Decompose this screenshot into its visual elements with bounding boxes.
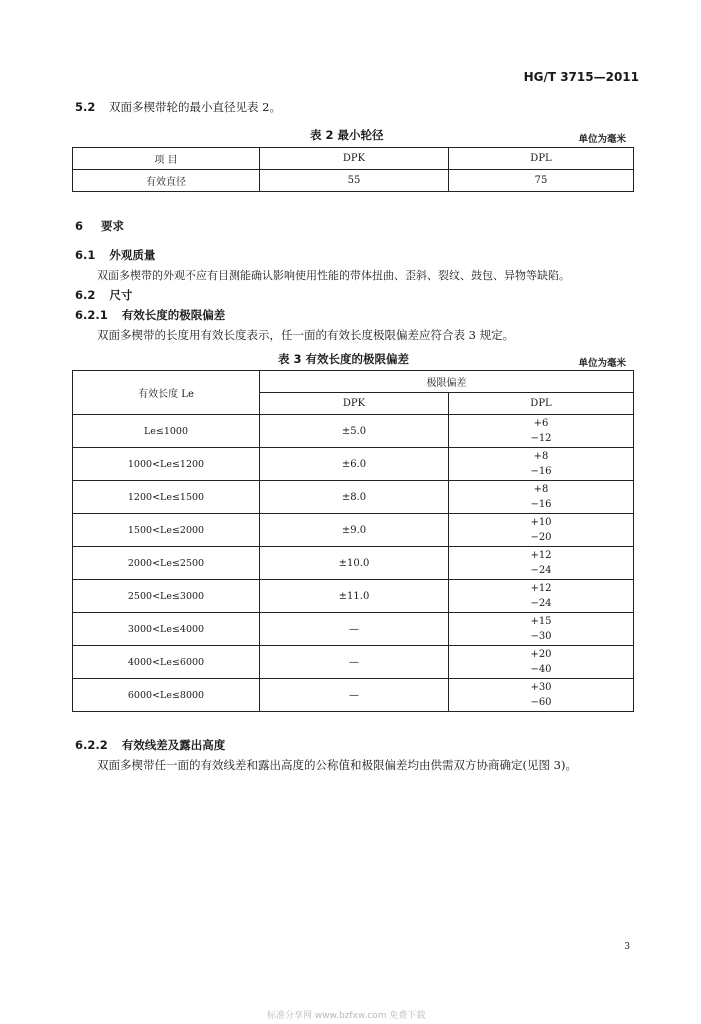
dpl-plus: +20 xyxy=(530,649,552,660)
dpl-plus: +8 xyxy=(533,451,549,462)
length-range-cell: 4000<Le≤6000 xyxy=(73,646,260,679)
dpk-deviation-cell: ±5.0 xyxy=(260,415,449,448)
section-title: 尺寸 xyxy=(109,288,133,302)
table3-header-deviation: 极限偏差 xyxy=(260,371,634,393)
table-row xyxy=(73,514,634,547)
dpk-deviation-cell: ±6.0 xyxy=(260,448,449,481)
section-6-2-1-text: 双面多楔带的长度用有效长度表示，任一面的有效长度极限偏差应符合表 3 规定。 xyxy=(97,328,515,342)
length-range-cell: 1000<Le≤1200 xyxy=(73,448,260,481)
dpl-deviation-cell xyxy=(449,679,634,712)
standard-code: HG/T 3715—2011 xyxy=(523,70,639,84)
table3-unit: 单位为毫米 xyxy=(578,358,626,369)
section-6-2-1 xyxy=(75,307,225,323)
table2-unit: 单位为毫米 xyxy=(578,134,626,145)
table2-caption: 表 2 最小轮径 xyxy=(310,128,384,142)
section-number: 6.2.2 xyxy=(75,738,108,752)
dpl-deviation-cell xyxy=(449,580,634,613)
dpl-plus: +30 xyxy=(530,682,552,693)
table3-header-dpl: DPL xyxy=(449,393,634,415)
dpk-deviation-cell: ±9.0 xyxy=(260,514,449,547)
length-range-cell: 2000<Le≤2500 xyxy=(73,547,260,580)
section-number: 6.2 xyxy=(75,288,96,302)
dpl-plus: +12 xyxy=(530,583,552,594)
table2-cell: 55 xyxy=(260,170,449,192)
table2-cell: 有效直径 xyxy=(73,170,260,192)
dpl-plus: +8 xyxy=(533,484,549,495)
section-title: 外观质量 xyxy=(109,248,156,262)
dpl-plus: +6 xyxy=(533,418,549,429)
table2-cell: 75 xyxy=(449,170,634,192)
table-row xyxy=(73,646,634,679)
section-6 xyxy=(75,218,124,234)
section-6-1-text: 双面多楔带的外观不应有目测能确认影响使用性能的带体扭曲、歪斜、裂纹、鼓包、异物等缺陷。 xyxy=(97,269,570,282)
table-row xyxy=(73,580,634,613)
table2-header-item: 项 目 xyxy=(73,148,260,170)
table-row xyxy=(73,679,634,712)
section-number: 5.2 xyxy=(75,100,96,114)
dpl-deviation-cell xyxy=(449,646,634,679)
section-6-2 xyxy=(75,287,132,303)
section-6-2-2-text: 双面多楔带任一面的有效线差和露出高度的公称值和极限偏差均由供需双方协商确定(见图 3)。 xyxy=(97,758,577,772)
dpl-minus: −30 xyxy=(530,631,552,642)
length-range-cell: 3000<Le≤4000 xyxy=(73,613,260,646)
dpk-deviation-cell: ±11.0 xyxy=(260,580,449,613)
dpk-deviation-cell: — xyxy=(260,613,449,646)
dpl-minus: −40 xyxy=(530,664,552,675)
section-6-2-2 xyxy=(75,737,225,753)
table2-header-dpk: DPK xyxy=(260,148,449,170)
dpl-deviation-cell xyxy=(449,547,634,580)
table3-header-dpk: DPK xyxy=(260,393,449,415)
section-text: 双面多楔带轮的最小直径见表 2。 xyxy=(109,100,282,114)
table2 xyxy=(72,147,634,192)
section-5-2 xyxy=(75,99,281,115)
dpk-deviation-cell: ±8.0 xyxy=(260,481,449,514)
dpl-deviation-cell xyxy=(449,415,634,448)
dpl-minus: −12 xyxy=(530,433,552,444)
dpk-deviation-cell: — xyxy=(260,679,449,712)
dpl-minus: −24 xyxy=(530,565,552,576)
section-6-1 xyxy=(75,247,155,263)
table-row xyxy=(73,547,634,580)
dpk-deviation-cell: ±10.0 xyxy=(260,547,449,580)
footer-watermark: 标准分享网 www.bzfxw.com 免费下载 xyxy=(267,1011,426,1021)
section-title: 有效长度的极限偏差 xyxy=(121,308,226,322)
dpl-deviation-cell xyxy=(449,481,634,514)
table-row xyxy=(73,613,634,646)
table3 xyxy=(72,370,634,712)
dpl-minus: −16 xyxy=(530,466,552,477)
section-number: 6 xyxy=(75,219,84,233)
length-range-cell: Le≤1000 xyxy=(73,415,260,448)
dpk-deviation-cell: — xyxy=(260,646,449,679)
section-title: 要求 xyxy=(101,219,125,233)
dpl-minus: −60 xyxy=(530,697,552,708)
table2-header-dpl: DPL xyxy=(449,148,634,170)
section-number: 6.1 xyxy=(75,248,96,262)
length-range-cell: 2500<Le≤3000 xyxy=(73,580,260,613)
table3-caption: 表 3 有效长度的极限偏差 xyxy=(278,352,410,366)
page-number: 3 xyxy=(624,942,630,952)
section-title: 有效线差及露出高度 xyxy=(121,738,226,752)
length-range-cell: 6000<Le≤8000 xyxy=(73,679,260,712)
dpl-deviation-cell xyxy=(449,514,634,547)
table-row xyxy=(73,448,634,481)
length-range-cell: 1500<Le≤2000 xyxy=(73,514,260,547)
dpl-minus: −24 xyxy=(530,598,552,609)
dpl-plus: +15 xyxy=(530,616,552,627)
table-row xyxy=(73,481,634,514)
dpl-deviation-cell xyxy=(449,613,634,646)
dpl-minus: −16 xyxy=(530,499,552,510)
dpl-minus: −20 xyxy=(530,532,552,543)
table-row xyxy=(73,415,634,448)
section-number: 6.2.1 xyxy=(75,308,108,322)
dpl-deviation-cell xyxy=(449,448,634,481)
dpl-plus: +12 xyxy=(530,550,552,561)
table3-header-length: 有效长度 Le xyxy=(73,371,260,415)
dpl-plus: +10 xyxy=(530,517,552,528)
length-range-cell: 1200<Le≤1500 xyxy=(73,481,260,514)
